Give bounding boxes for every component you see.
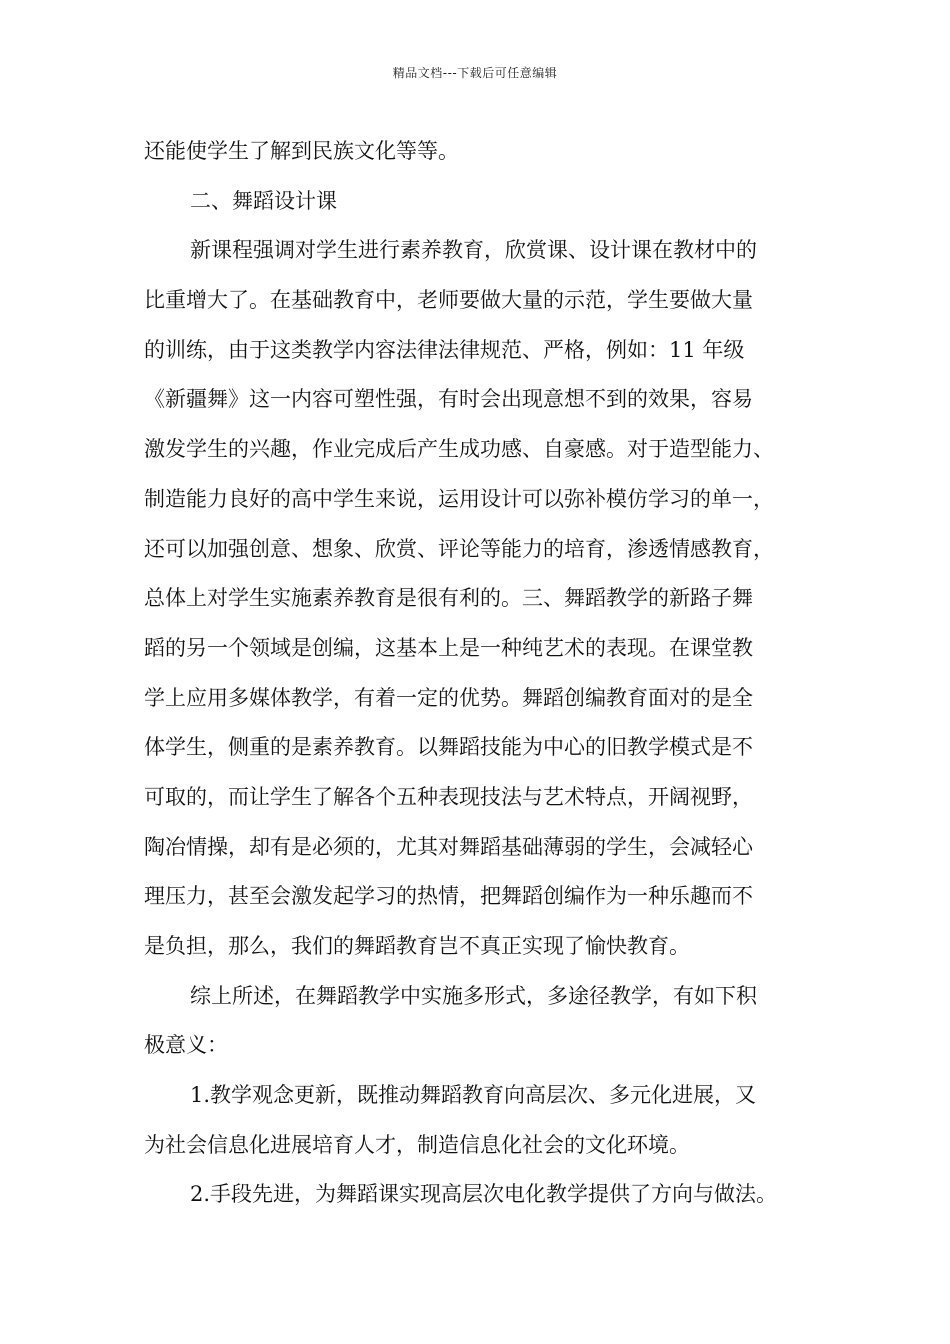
text-line: 是负担，那么，我们的舞蹈教育岂不真正实现了愉快教育。 xyxy=(144,934,690,958)
text-line: 新课程强调对学生进行素养教育，欣赏课、设计课在教材中的 xyxy=(190,238,757,263)
text-line: 《新疆舞》这一内容可塑性强，有时会出现意想不到的效果，容易 xyxy=(144,387,753,412)
document-body xyxy=(144,127,824,1220)
list-item: 1.教学观念更新，既推动舞蹈教育向高层次、多元化进展，又 xyxy=(190,1083,757,1108)
text-line: 学上应用多媒体教学，有着一定的优势。舞蹈创编教育面对的是全 xyxy=(144,685,753,710)
text-line: 陶冶情操，却有是必须的，尤其对舞蹈基础薄弱的学生，会减轻心 xyxy=(144,834,753,859)
text-line: 的训练，由于这类教学内容法律法律规范、严格，例如：11 年级 xyxy=(144,337,745,362)
text-line: 激发学生的兴趣，作业完成后产生成功感、自豪感。对于造型能力、 xyxy=(144,437,774,462)
text-line: 极意义： xyxy=(144,1033,228,1058)
text-line: 蹈的另一个领域是创编，这基本上是一种纯艺术的表现。在课堂教 xyxy=(144,635,753,660)
text-line: 还能使学生了解到民族文化等等。 xyxy=(144,139,459,163)
text-line: 综上所述，在舞蹈教学中实施多形式，多途径教学，有如下积 xyxy=(190,983,757,1008)
text-line: 制造能力良好的高中学生来说，运用设计可以弥补模仿学习的单一， xyxy=(144,486,774,511)
text-line: 体学生，侧重的是素养教育。以舞蹈技能为中心的旧教学模式是不 xyxy=(144,735,753,760)
list-item: 2.手段先进，为舞蹈课实现高层次电化教学提供了方向与做法。 xyxy=(190,1182,778,1207)
text-line: 可取的，而让学生了解各个五种表现技法与艺术特点，开阔视野， xyxy=(144,784,753,809)
text-line: 比重增大了。在基础教育中，老师要做大量的示范，学生要做大量 xyxy=(144,288,753,313)
text-line: 总体上对学生实施素养教育是很有利的。三、舞蹈教学的新路子舞 xyxy=(144,586,753,611)
text-line: 理压力，甚至会激发起学习的热情，把舞蹈创编作为一种乐趣而不 xyxy=(144,884,753,909)
text-line: 还可以加强创意、想象、欣赏、评论等能力的培育，渗透情感教育， xyxy=(144,536,774,561)
section-heading: 二、舞蹈设计课 xyxy=(190,188,337,213)
page-header: 精品文档---下载后可任意编辑 xyxy=(392,66,558,80)
text-line: 为社会信息化进展培育人才，制造信息化社会的文化环境。 xyxy=(144,1132,690,1157)
